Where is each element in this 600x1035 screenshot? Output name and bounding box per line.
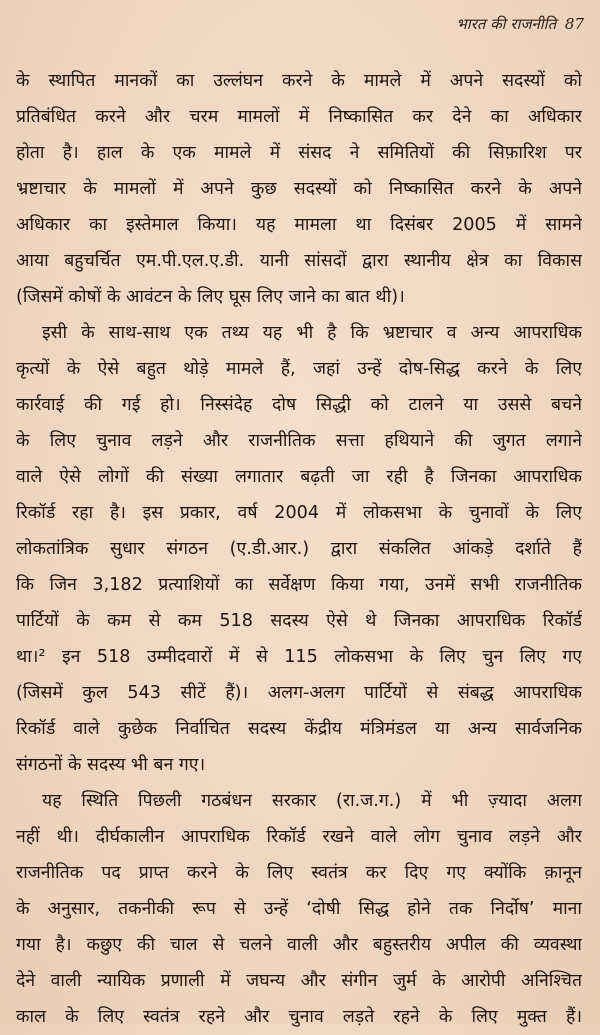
- text-line: (जिसमें कुल 543 सीटें हैं)। अलग-अलग पार्टियों से संबद्ध आपराधिक: [16, 683, 582, 703]
- running-header: [456, 14, 584, 34]
- text-line: भ्रष्टाचार के मामलों में अपने कुछ सदस्यों को निष्कासित करने के अपने: [16, 179, 582, 199]
- body-text: [16, 63, 582, 1035]
- text-line: के अनुसार, तकनीकी रूप से उन्हें ‘दोषी सिद्ध होने तक निर्दोष’ माना: [16, 899, 582, 919]
- text-line: अधिकार का इस्तेमाल किया। यह मामला था दिसंबर 2005 में सामने: [16, 215, 582, 235]
- text-line: पार्टियों के कम से कम 518 सदस्य ऐसे थे जिनका आपराधिक रिकॉर्ड: [16, 611, 582, 631]
- text-line: संगठनों के सदस्य भी बन गए।: [16, 755, 206, 775]
- text-line: रिकॉर्ड रहा है। इस प्रकार, वर्ष 2004 में लोकसभा के चुनावों के लिए: [16, 503, 582, 523]
- text-line: (जिसमें कोषों के आवंटन के लिए घूस लिए जाने का बात थी)।: [16, 287, 405, 307]
- text-line: रिकॉर्ड वाले कुछेक निर्वाचित सदस्य केंद्रीय मंत्रिमंडल या अन्य सार्वजनिक: [16, 719, 582, 739]
- text-line: राजनीतिक पद प्राप्त करने के लिए स्वतंत्र कर दिए गए क्योंकि क़ानून: [16, 863, 582, 883]
- text-line: नहीं थी। दीर्घकालीन आपराधिक रिकॉर्ड रखने वाले लोग चुनाव लड़ने और: [16, 827, 582, 847]
- text-line: था।² इन 518 उम्मीदवारों में से 115 लोकसभा के लिए चुन लिए गए: [16, 647, 582, 667]
- page-number: 87: [564, 15, 584, 33]
- text-line: प्रतिबंधित करने और चरम मामलों में निष्कासित कर देने का अधिकार: [16, 107, 582, 127]
- text-line: इसी के साथ-साथ एक तथ्य यह भी है कि भ्रष्टाचार व अन्य आपराधिक: [42, 323, 582, 343]
- text-line: कृत्यों के ऐसे बहुत थोड़े मामले हैं, जहां उन्हें दोष-सिद्ध करने के लिए: [16, 359, 582, 379]
- text-line: होता है। हाल के एक मामले में संसद ने समितियों की सिफ़ारिश पर: [16, 143, 582, 163]
- text-line: काल के लिए स्वतंत्र रहने और चुनाव लड़ते रहने के लिए मुक्त हैं।: [16, 1007, 582, 1027]
- text-line: कार्रवाई की गई हो। निस्संदेह दोष सिद्धी को टालने या उससे बचने: [16, 395, 582, 415]
- text-line: आया बहुचर्चित एम.पी.एल.ए.डी. यानी सांसदों द्वारा स्थानीय क्षेत्र का विकास: [16, 251, 582, 271]
- text-line: गया है। कछुए की चाल से चलने वाली और बहुस्तरीय अपील की व्यवस्था: [16, 935, 582, 955]
- text-line: लोकतांत्रिक सुधार संगठन (ए.डी.आर.) द्वारा संकलित आंकड़े दर्शाते हैं: [16, 539, 582, 559]
- text-line: कि जिन 3,182 प्रत्याशियों का सर्वेक्षण किया गया, उनमें सभी राजनीतिक: [16, 575, 582, 595]
- text-line: के स्थापित मानकों का उल्लंघन करने के मामले में अपने सदस्यों को: [16, 71, 582, 91]
- text-line: देने वाली न्यायिक प्रणाली में जघन्य और संगीन जुर्म के आरोपी अनिश्चित: [16, 971, 582, 991]
- text-line: के लिए चुनाव लड़ने और राजनीतिक सत्ता हथियाने की जुगत लगाने: [16, 431, 582, 451]
- running-header-title: भारत की राजनीति: [456, 15, 557, 33]
- text-line: यह स्थिति पिछली गठबंधन सरकार (रा.ज.ग.) में भी ज़्यादा अलग: [42, 791, 582, 811]
- text-line: वाले ऐसे लोगों की संख्या लगातार बढ़ती जा रही है जिनका आपराधिक: [16, 467, 582, 487]
